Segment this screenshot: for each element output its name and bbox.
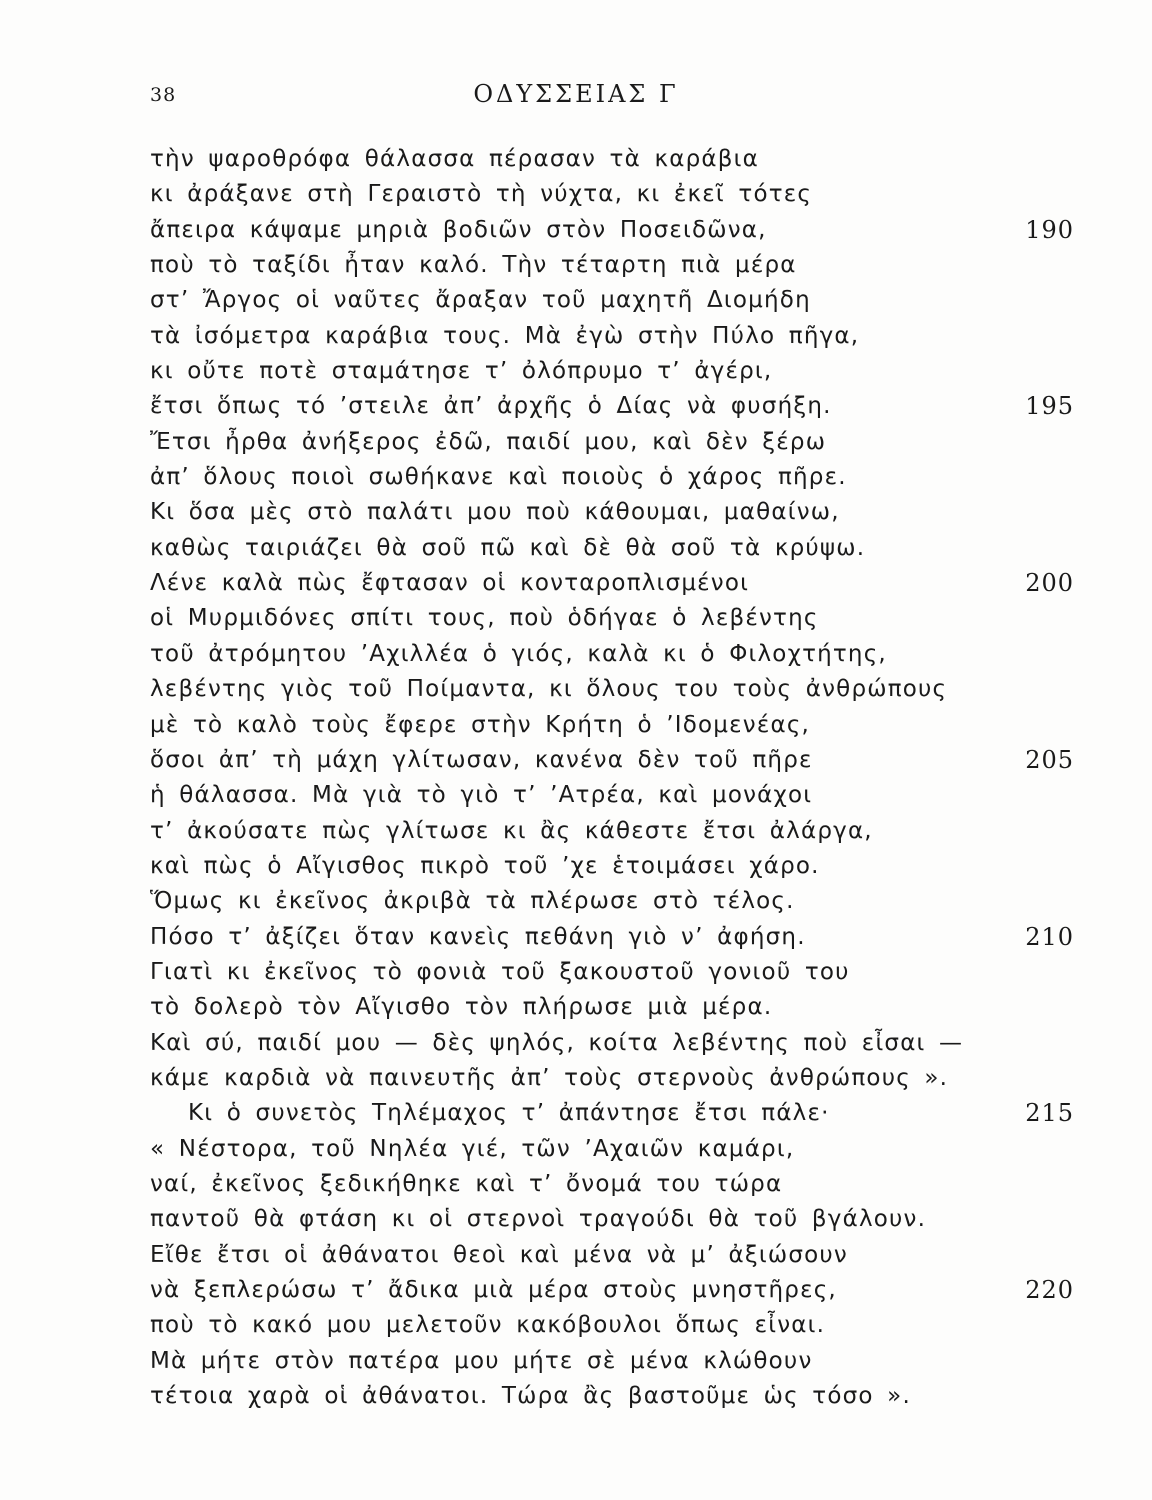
- page-header: [0, 80, 1152, 110]
- verse-line: [0, 1061, 1152, 1096]
- verse-text: καθὼς ταιριάζει θὰ σοῦ πῶ καὶ δὲ θὰ σοῦ τὰ κρύψω.: [150, 534, 866, 561]
- verse-line: [0, 354, 1152, 389]
- verse-line: [0, 566, 1152, 601]
- verse-text: ναί, ἐκεῖνος ξεδικήθηκε καὶ τ’ ὄνομά του τώρα: [150, 1170, 783, 1197]
- verse-line: [0, 213, 1152, 248]
- verse-line: [0, 814, 1152, 849]
- verse-text: Εἴθε ἔτσι οἱ ἀθάνατοι θεοὶ καὶ μένα νὰ μ’ ἀξιώσουν: [150, 1241, 848, 1268]
- verse-line: [0, 1202, 1152, 1237]
- verse-text: ἔτσι ὅπως τό ’στειλε ἀπ’ ἀρχῆς ὁ Δίας νὰ φυσήξη.: [150, 393, 832, 420]
- verse-text: Γιατὶ κι ἐκεῖνος τὸ φονιὰ τοῦ ξακουστοῦ γονιοῦ του: [150, 958, 850, 985]
- verse-text: τ’ ἀκούσατε πὼς γλίτωσε κι ἂς κάθεστε ἔτσι ἀλάργα,: [150, 817, 873, 844]
- verse-text: τὰ ἰσόμετρα καράβια τους. Μὰ ἐγὼ στὴν Πύλο πῆγα,: [150, 322, 860, 349]
- verse-line: [0, 1167, 1152, 1202]
- verse-line: [0, 1308, 1152, 1343]
- verse-text: λεβέντης γιὸς τοῦ Ποίμαντα, κι ὅλους του τοὺς ἀνθρώπους: [150, 676, 948, 703]
- verse-text: Καὶ σύ, παιδί μου — δὲς ψηλός, κοίτα λεβέντης ποὺ εἶσαι —: [150, 1029, 964, 1056]
- verse-text: ἀπ’ ὅλους ποιοὶ σωθήκανε καὶ ποιοὺς ὁ χάρος πῆρε.: [150, 464, 847, 491]
- verse-text: Κι ὁ συνετὸς Τηλέμαχος τ’ ἀπάντησε ἔτσι πάλε·: [188, 1100, 830, 1127]
- verse-text: τέτοια χαρὰ οἱ ἀθάνατοι. Τώρα ἂς βαστοῦμε ὡς τόσο ».: [150, 1383, 911, 1410]
- verse-text: κάμε καρδιὰ νὰ παινευτῆς ἀπ’ τοὺς στερνοὺς ἀνθρώπους ».: [150, 1064, 949, 1091]
- verse-text: στ’ Ἄργος οἱ ναῦτες ἄραξαν τοῦ μαχητῆ Διομήδη: [150, 287, 811, 314]
- verse-line: [0, 849, 1152, 884]
- verse-line: [0, 884, 1152, 919]
- verse-line: [0, 1132, 1152, 1167]
- verse-line: [0, 920, 1152, 955]
- verse-text: τὸ δολερὸ τὸν Αἴγισθο τὸν πλήρωσε μιὰ μέρα.: [150, 994, 773, 1021]
- verse-text: καὶ πὼς ὁ Αἴγισθος πικρὸ τοῦ ’χε ἑτοιμάσει χάρο.: [150, 852, 820, 879]
- verse-text: Μὰ μήτε στὸν πατέρα μου μήτε σὲ μένα κλώθουν: [150, 1347, 813, 1374]
- verse-text: τοῦ ἀτρόμητου ’Αχιλλέα ὁ γιός, καλὰ κι ὁ Φιλοχτήτης,: [150, 640, 887, 667]
- verse-line: [0, 531, 1152, 566]
- verse-text: Ὅμως κι ἐκεῖνος ἀκριβὰ τὰ πλέρωσε στὸ τέλος.: [150, 888, 795, 915]
- line-number: 190: [1025, 215, 1074, 244]
- line-number: 215: [1025, 1099, 1074, 1128]
- verse-line: [0, 495, 1152, 530]
- verse-text: νὰ ξεπλερώσω τ’ ἄδικα μιὰ μέρα στοὺς μνηστῆρες,: [150, 1277, 837, 1303]
- line-number: 210: [1025, 922, 1074, 951]
- verse-line: [0, 990, 1152, 1025]
- running-title: ΟΔΥΣΣΕΙΑΣ Γ: [473, 80, 679, 108]
- verse-text: ὅσοι ἀπ’ τὴ μάχη γλίτωσαν, κανένα δὲν τοῦ πῆρε: [150, 746, 813, 773]
- line-number: 200: [1025, 569, 1074, 598]
- verse-list: [0, 142, 1152, 1414]
- verse-line: [0, 177, 1152, 212]
- verse-line: [0, 637, 1152, 672]
- line-number: 220: [1025, 1276, 1074, 1304]
- verse-text: κι ἀράξανε στὴ Γεραιστὸ τὴ νύχτα, κι ἐκεῖ τότες: [150, 181, 813, 208]
- verse-line: [0, 389, 1152, 424]
- verse-line: [0, 283, 1152, 318]
- verse-line: [0, 460, 1152, 495]
- verse-line: [0, 248, 1152, 283]
- verse-line: [0, 672, 1152, 707]
- verse-line: [0, 708, 1152, 743]
- verse-line: [0, 955, 1152, 990]
- verse-text: Κι ὅσα μὲς στὸ παλάτι μου ποὺ κάθουμαι, μαθαίνω,: [150, 499, 840, 526]
- verse-line: [0, 743, 1152, 778]
- verse-line: [0, 1026, 1152, 1061]
- verse-text: ποὺ τὸ κακό μου μελετοῦν κακόβουλοι ὅπως εἶναι.: [150, 1312, 826, 1339]
- verse-line: [0, 1273, 1152, 1308]
- verse-line: [0, 1238, 1152, 1273]
- verse-text: ἡ θάλασσα. Μὰ γιὰ τὸ γιὸ τ’ ’Ατρέα, καὶ μονάχοι: [150, 782, 813, 809]
- line-number: 205: [1025, 745, 1074, 774]
- line-number: 195: [1025, 392, 1074, 421]
- verse-text: παντοῦ θὰ φτάση κι οἱ στερνοὶ τραγούδι θὰ τοῦ βγάλουν.: [150, 1206, 927, 1233]
- verse-text: « Νέστορα, τοῦ Νηλέα γιέ, τῶν ’Αχαιῶν καμάρι,: [150, 1135, 795, 1162]
- verse-line: [0, 601, 1152, 636]
- page-number: 38: [150, 84, 177, 106]
- verse-text: Ἔτσι ἦρθα ἀνήξερος ἐδῶ, παιδί μου, καὶ δὲν ξέρω: [150, 428, 827, 455]
- verse-line: [0, 319, 1152, 354]
- verse-line: [0, 1096, 1152, 1131]
- verse-text: τὴν ψαροθρόφα θάλασσα πέρασαν τὰ καράβια: [150, 146, 759, 172]
- verse-text: κι οὔτε ποτὲ σταμάτησε τ’ ὀλόπρυμο τ’ ἀγέρι,: [150, 358, 773, 385]
- verse-text: Λένε καλὰ πὼς ἔφτασαν οἱ κονταροπλισμένοι: [150, 570, 750, 597]
- verse-text: ἄπειρα κάψαμε μηριὰ βοδιῶν στὸν Ποσειδῶνα,: [150, 216, 767, 243]
- verse-line: [0, 778, 1152, 813]
- verse-text: ποὺ τὸ ταξίδι ἦταν καλό. Τὴν τέταρτη πιὰ μέρα: [150, 252, 797, 279]
- verse-line: [0, 1344, 1152, 1379]
- verse-line: [0, 142, 1152, 177]
- verse-line: [0, 1379, 1152, 1414]
- verse-text: Πόσο τ’ ἀξίζει ὅταν κανεὶς πεθάνη γιὸ ν’ ἀφήση.: [150, 923, 806, 950]
- verse-text: μὲ τὸ καλὸ τοὺς ἔφερε στὴν Κρήτη ὁ ’Ιδομενέας,: [150, 711, 811, 738]
- verse-line: [0, 425, 1152, 460]
- verse-text: οἱ Μυρμιδόνες σπίτι τους, ποὺ ὁδήγαε ὁ λεβέντης: [150, 605, 819, 632]
